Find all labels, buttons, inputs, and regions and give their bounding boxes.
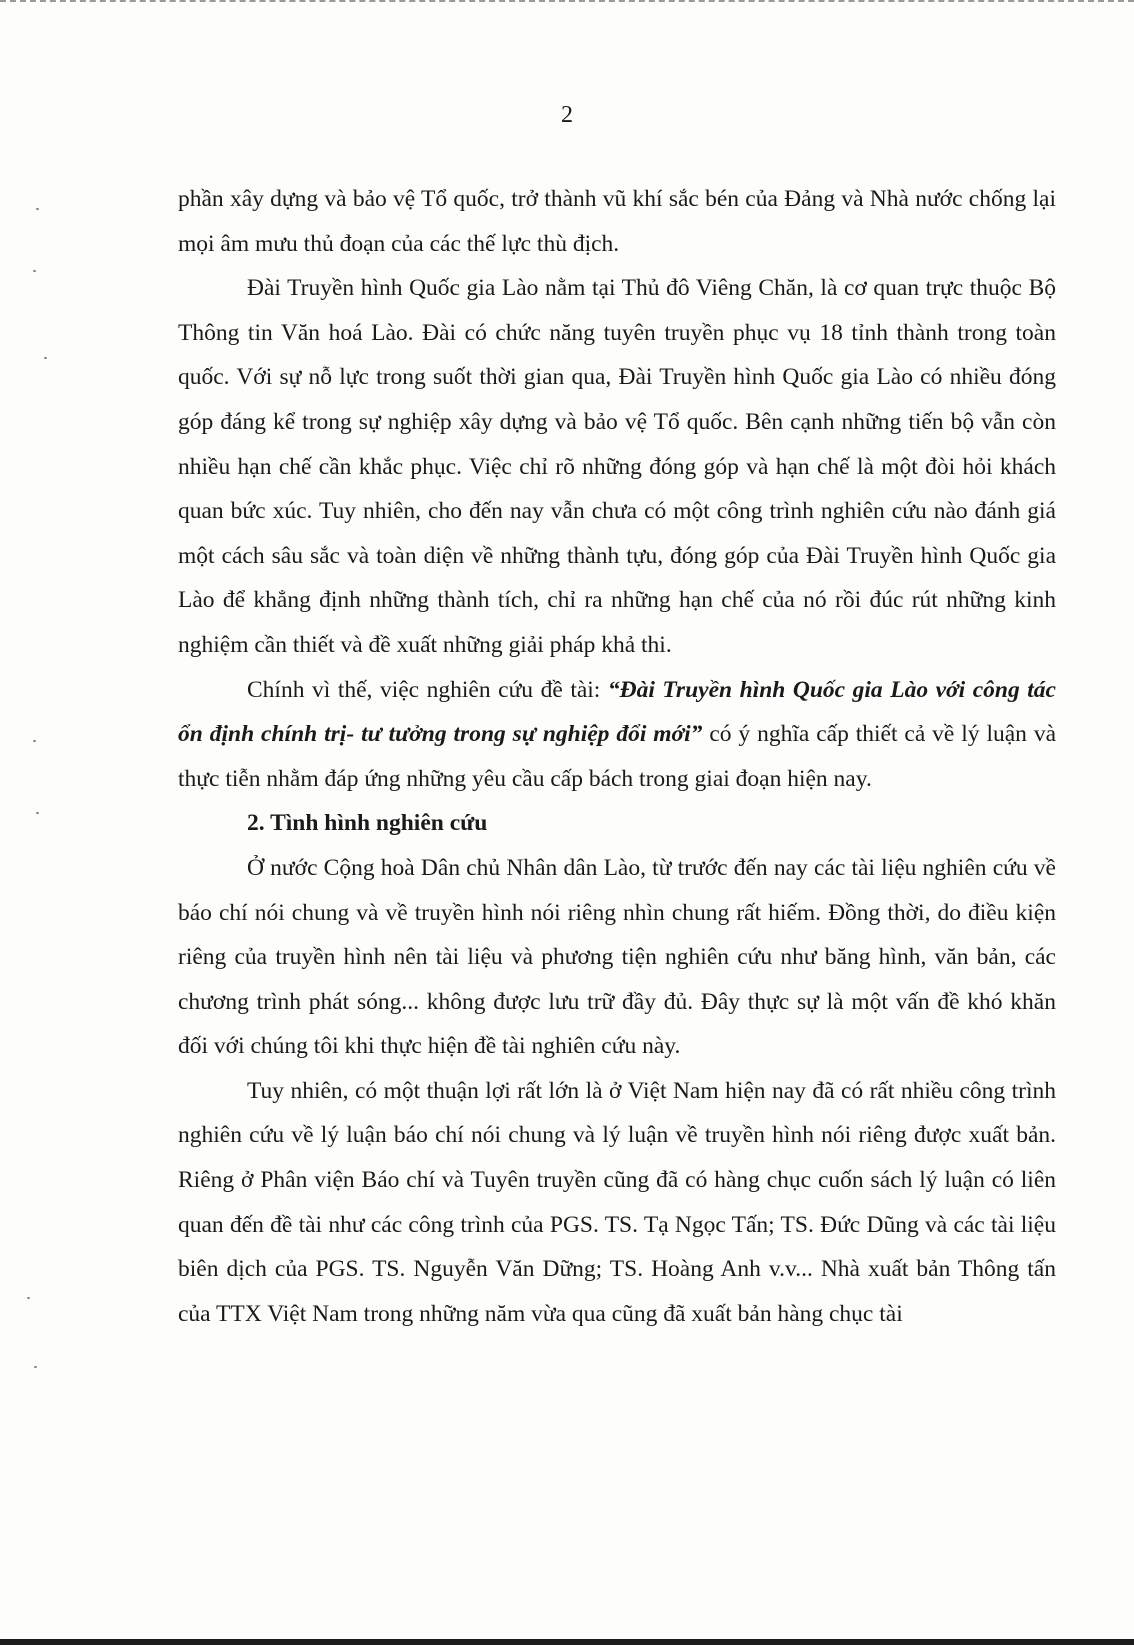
scan-speck [36,812,39,814]
paragraph-vietnam-research: Tuy nhiên, có một thuận lợi rất lớn là ở Việt Nam hiện nay đã có rất nhiều công trình nghiên cứu về lý luận báo chí nói chung và lý luận về truyền hình nói riêng được xuất bản. Riêng ở Phân viện Báo chí và Tuyên truyền cũng đã có hàng chục cuốn sách lý luận có liên quan đến đề tài như các công trình của PGS. TS. Tạ Ngọc Tấn; TS. Đức Dũng và các tài liệu biên dịch của PGS. TS. Nguyễn Văn Dững; TS. Hoàng Anh v.v... Nhà xuất bản Thông tấn của TTX Việt Nam trong những năm vừa qua cũng đã xuất bản hàng chục tài [178,1077,1056,1327]
paragraph-topic-significance [178,668,1056,802]
scan-speck [33,740,36,742]
topic-title: “Đài Truyền hình Quốc gia Lào với công tác ổn định chính trị- tư tưởng trong sự nghiệp đổi mới” [178,676,1056,748]
page-number: 2 [561,102,573,128]
paragraph-continuation: phần xây dựng và bảo vệ Tổ quốc, trở thành vũ khí sắc bén của Đảng và Nhà nước chống lại mọi âm mưu thủ đoạn của các thế lực thù địch. [178,186,1056,257]
scan-bottom-edge [0,1639,1134,1645]
paragraph-national-tv-overview: Đài Truyền hình Quốc gia Lào nằm tại Thủ đô Viêng Chăn, là cơ quan trực thuộc Bộ Thông tin Văn hoá Lào. Đài có chức năng tuyên truyền phục vụ 18 tỉnh thành trong toàn quốc. Với sự nỗ lực trong suốt thời gian qua, Đài Truyền hình Quốc gia Lào có nhiều đóng góp đáng kể trong sự nghiệp xây dựng và bảo vệ Tổ quốc. Bên cạnh những tiến bộ vẫn còn nhiều hạn chế cần khắc phục. Việc chỉ rõ những đóng góp và hạn chế là một đòi hỏi khách quan bức xúc. Tuy nhiên, cho đến nay vẫn chưa có một công trình nghiên cứu nào đánh giá một cách sâu sắc và toàn diện về những thành tựu, đóng góp của Đài Truyền hình Quốc gia Lào để khẳng định những thành tích, chỉ ra những hạn chế của nó rồi đúc rút những kinh nghiệm cần thiết và đề xuất những giải pháp khả thi. [178,275,1056,658]
scan-speck [44,357,47,359]
scan-top-edge [0,0,1134,3]
body-text [178,177,1056,1336]
topic-trail-text: có ý nghĩa cấp thiết cả về lý luận và thực tiễn nhằm đáp ứng những yêu cầu cấp bách trong giai đoạn hiện nay. [178,721,1056,792]
topic-lead-text: Chính vì thế, việc nghiên cứu đề tài: [247,676,608,703]
paragraph-lao-research: Ở nước Cộng hoà Dân chủ Nhân dân Lào, từ trước đến nay các tài liệu nghiên cứu về báo chí nói chung và về truyền hình nói riêng nhìn chung rất hiếm. Đồng thời, do điều kiện riêng của truyền hình nên tài liệu và phương tiện nghiên cứu như băng hình, văn bản, các chương trình phát sóng... không được lưu trữ đầy đủ. Đây thực sự là một vấn đề khó khăn đối với chúng tôi khi thực hiện đề tài nghiên cứu này. [178,854,1056,1060]
section-heading-research-status: 2. Tình hình nghiên cứu [247,810,488,837]
scan-speck [27,1297,30,1299]
scan-speck [33,270,36,272]
scan-speck [36,208,39,210]
scan-speck [34,1366,37,1368]
